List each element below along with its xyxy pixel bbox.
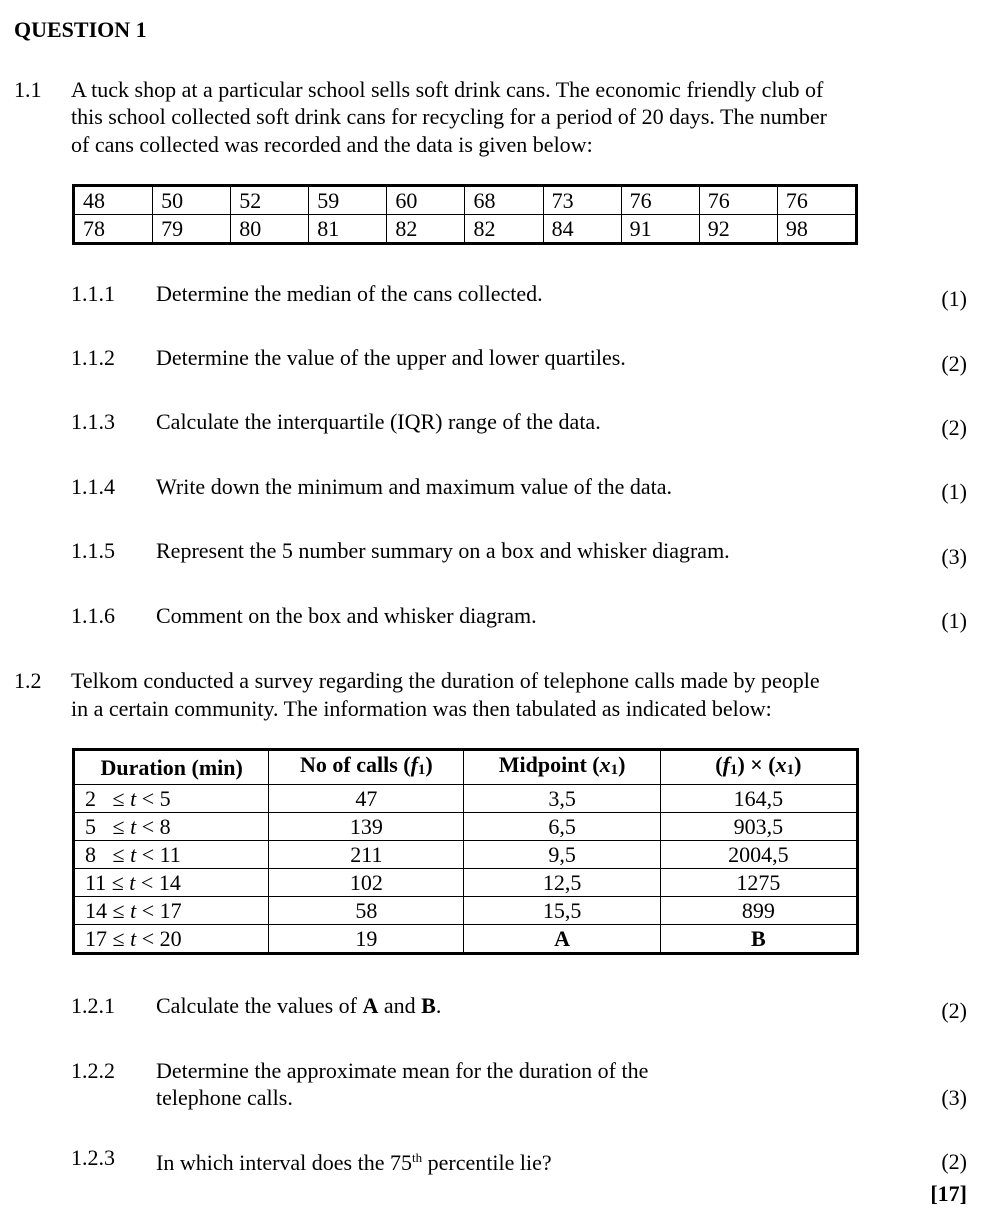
subquestion-number: 1.1.2 [71,345,115,370]
interval-cell: 14 ≤ t < 17 [74,897,269,925]
subquestion-number: 1.1.4 [71,474,115,499]
midpoint-cell: A [464,925,660,954]
header-midpoint: Midpoint $(x_1)$ [464,750,660,785]
product-cell: 1275 [660,869,857,897]
marks: (1) [941,608,967,633]
subquestion-text: Calculate the interquartile (IQR) range of the data. [156,409,601,434]
marks: (3) [941,544,967,569]
marks: (2) [941,415,967,440]
subquestion-text: Comment on the box and whisker diagram. [156,603,537,628]
table-row [74,925,858,954]
product-cell: B [660,925,857,954]
table-cell: 52 [231,186,309,215]
subquestion-number: 1.2.3 [71,1145,115,1170]
subquestion-number: 1.1.6 [71,603,115,628]
table-cell: 84 [543,215,621,244]
table-cell: 73 [543,186,621,215]
table-cell: 60 [387,186,465,215]
subquestion-text: Write down the minimum and maximum value of the data. [156,474,672,499]
marks: (1) [941,479,967,504]
table-row [74,215,857,244]
midpoint-cell: 15,5 [464,897,660,925]
table-cell: 68 [465,186,543,215]
table-cell: 80 [231,215,309,244]
product-cell: 899 [660,897,857,925]
frequency-cell: 47 [269,785,464,813]
question-number-1-2: 1.2 [14,668,42,693]
total-marks: [17] [930,1181,967,1206]
interval-cell: 2 ≤ t < 5 [74,785,269,813]
table-cell: 50 [153,186,231,215]
table-cell: 82 [387,215,465,244]
marks: (2) [941,351,967,376]
subquestion-text-line-1: Determine the approximate mean for the duration of the [156,1058,649,1083]
table-cell: 92 [699,215,777,244]
frequency-cell: 211 [269,841,464,869]
midpoint-cell: 12,5 [464,869,660,897]
table-cell: 59 [309,186,387,215]
table-cell: 79 [153,215,231,244]
table-row [74,841,858,869]
product-cell: 164,5 [660,785,857,813]
header-product: $(f_1) \times (x_1)$ [660,750,857,785]
subquestion-number: 1.1.1 [71,281,115,306]
marks: (1) [941,286,967,311]
subquestion-number: 1.1.3 [71,409,115,434]
table-cell: 78 [74,215,153,244]
marks: (2) [941,998,967,1023]
subquestion-text: Determine the median of the cans collected. [156,281,543,306]
table-row [74,186,857,215]
subquestion-text: Calculate the values of A and B. [156,993,442,1018]
frequency-cell: 19 [269,925,464,954]
table-cell: 76 [621,186,699,215]
table-header-row [74,750,858,785]
table-cell: 98 [777,215,856,244]
interval-cell: 11 ≤ t < 14 [74,869,269,897]
question-1-2-line-2: in a certain community. The information was then tabulated as indicated below: [71,696,772,721]
call-duration-table [72,748,859,955]
midpoint-cell: 9,5 [464,841,660,869]
interval-cell: 8 ≤ t < 11 [74,841,269,869]
subquestion-text: Determine the value of the upper and lower quartiles. [156,345,626,370]
header-duration: Duration (min) [74,750,269,785]
interval-cell: 17 ≤ t < 20 [74,925,269,954]
question-1-1-line-3: of cans collected was recorded and the data is given below: [71,132,593,157]
question-1-1-line-2: this school collected soft drink cans for recycling for a period of 20 days. The number [71,104,827,129]
midpoint-cell: 6,5 [464,813,660,841]
table-cell: 81 [309,215,387,244]
interval-cell: 5 ≤ t < 8 [74,813,269,841]
subquestion-text: Represent the 5 number summary on a box and whisker diagram. [156,538,730,563]
table-row [74,897,858,925]
table-cell: 91 [621,215,699,244]
table-cell: 82 [465,215,543,244]
question-number-1-1: 1.1 [14,77,42,102]
subquestion-number: 1.1.5 [71,538,115,563]
marks: (2) [941,1149,967,1174]
frequency-cell: 102 [269,869,464,897]
table-cell: 76 [777,186,856,215]
marks: (3) [941,1085,967,1110]
product-cell: 2004,5 [660,841,857,869]
question-1-2-line-1: Telkom conducted a survey regarding the duration of telephone calls made by people [71,668,820,693]
subquestion-number: 1.2.1 [71,993,115,1018]
question-1-1-line-1: A tuck shop at a particular school sells soft drink cans. The economic friendly club of [71,77,824,102]
frequency-cell: 58 [269,897,464,925]
table-row [74,785,858,813]
table-row [74,813,858,841]
question-title: QUESTION 1 [14,17,147,42]
header-calls: No of calls $(f_1)$ [269,750,464,785]
subquestion-number: 1.2.2 [71,1058,115,1083]
product-cell: 903,5 [660,813,857,841]
midpoint-cell: 3,5 [464,785,660,813]
subquestion-text-line-2: telephone calls. [156,1085,293,1110]
subquestion-text: In which interval does the 75th percentile lie? [156,1150,552,1175]
table-cell: 48 [74,186,153,215]
cans-data-table [72,184,858,245]
table-row [74,869,858,897]
frequency-cell: 139 [269,813,464,841]
table-cell: 76 [699,186,777,215]
